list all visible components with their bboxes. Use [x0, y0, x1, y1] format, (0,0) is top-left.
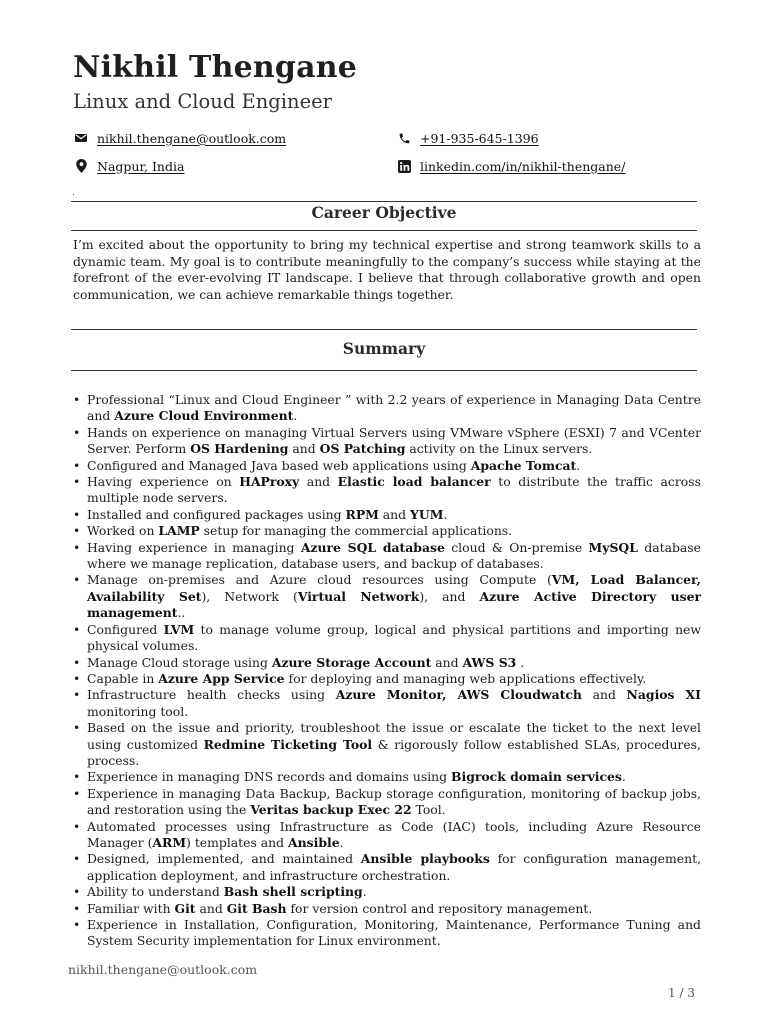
- summary-item: [73, 507, 701, 523]
- summary-item-keyword: Bash shell scripting: [223, 884, 363, 900]
- contact-linkedin[interactable]: [396, 158, 625, 174]
- section-title-career-objective: Career Objective: [311, 203, 457, 222]
- summary-item-text: ), and: [419, 588, 480, 604]
- summary-item-text: .: [516, 654, 525, 670]
- summary-item: [73, 769, 701, 785]
- summary-item: [73, 392, 701, 425]
- summary-item-keyword: LVM: [163, 621, 195, 637]
- summary-item-keyword: Elastic load balancer: [337, 474, 491, 490]
- summary-item: [73, 458, 701, 474]
- summary-item-text: Having experience on: [87, 474, 240, 490]
- summary-item-keyword: Azure Active Directory user management: [87, 588, 702, 621]
- summary-item-text: Capable in: [87, 670, 159, 686]
- summary-item: [73, 687, 701, 720]
- summary-item-text: to manage volume group, logical and physical partitions and importing new physical volumes.: [87, 621, 701, 654]
- summary-item-text: and: [431, 654, 463, 670]
- summary-item: [73, 786, 701, 819]
- summary-item-keyword: Ansible: [288, 834, 340, 850]
- summary-item: [73, 425, 701, 458]
- summary-item-keyword: AWS S3: [462, 654, 517, 670]
- summary-item-text: .: [621, 769, 626, 785]
- summary-item-text: Having experience in managing: [87, 539, 301, 555]
- summary-item-text: Ability to understand: [87, 884, 224, 900]
- summary-item-text: .: [362, 884, 367, 900]
- summary-item-text: setup for managing the commercial applications.: [199, 523, 513, 539]
- summary-item-text: Experience in Installation, Configuration, Monitoring, Maintenance, Performance Tuning and System Security implementation for Linux environment.: [87, 917, 701, 949]
- footer-email: nikhil.thengane@outlook.com: [68, 962, 258, 977]
- summary-item-keyword: Azure Cloud Environment: [114, 408, 294, 424]
- summary-item-text: for configuration management, application deployment, and infrastructure orchestration.: [87, 851, 701, 883]
- summary-item-keyword: ARM: [152, 834, 187, 850]
- candidate-name: Nikhil Thengane: [73, 50, 358, 85]
- divider-objective-top: [71, 201, 697, 202]
- summary-item-keyword: Virtual Network: [297, 588, 420, 604]
- summary-item-text: .: [293, 408, 298, 424]
- linkedin-link[interactable]: linkedin.com/in/nikhil-thengane/: [420, 158, 626, 174]
- summary-item-text: ), Network (: [201, 588, 298, 604]
- summary-item: [73, 884, 701, 900]
- summary-item-keyword: OS Hardening: [190, 441, 289, 457]
- summary-item-keyword: RPM: [345, 506, 379, 522]
- summary-item-keyword: Git Bash: [226, 900, 287, 916]
- summary-item-keyword: Azure Storage Account: [271, 654, 432, 670]
- summary-item-text: Professional “Linux and Cloud Engineer ” with 2.2 years of experience in Managing Data Centre and: [87, 392, 701, 424]
- contact-email[interactable]: [73, 130, 286, 146]
- summary-item-text: cloud & On-premise: [444, 539, 589, 555]
- summary-item-text: Installed and configured packages using: [87, 506, 346, 522]
- summary-item-keyword: LAMP: [158, 523, 200, 539]
- summary-item-text: monitoring tool.: [87, 703, 189, 719]
- summary-item-text: and: [581, 687, 627, 703]
- summary-item-text: Experience in managing DNS records and domains using: [87, 769, 452, 785]
- summary-item-text: Manage Cloud storage using: [87, 654, 272, 670]
- summary-item-keyword: Redmine Ticketing Tool: [203, 736, 373, 752]
- summary-item-keyword: OS Patching: [319, 441, 406, 457]
- phone-link[interactable]: +91-935-645-1396: [420, 130, 539, 146]
- location-link[interactable]: Nagpur, India: [97, 158, 185, 174]
- summary-item-text: activity on the Linux servers.: [405, 441, 593, 457]
- summary-item-keyword: Azure App Service: [158, 670, 285, 686]
- summary-item-text: Configured and Managed Java based web applications using: [87, 457, 471, 473]
- summary-item-text: & rigorously follow established SLAs, procedures, process.: [87, 736, 701, 768]
- summary-item-text: Manage on-premises and Azure cloud resources using Compute (: [87, 572, 552, 588]
- summary-item-text: Hands on experience on managing Virtual Servers using VMware vSphere (ESXI) 7 and VCenter Server. Perform: [87, 424, 701, 457]
- summary-item: [73, 540, 701, 573]
- summary-item-text: database where we manage replication, database users, and backup of databases.: [87, 539, 701, 572]
- summary-item-text: Based on the issue and priority, troubleshoot the issue or escalate the ticket to the next level using customized: [87, 720, 701, 752]
- summary-item-keyword: Nagios XI: [626, 687, 701, 703]
- divider-objective-bottom: [71, 230, 697, 231]
- summary-item-keyword: Git: [174, 900, 196, 916]
- summary-item-keyword: MySQL: [588, 539, 638, 555]
- summary-item: [73, 671, 701, 687]
- summary-item-text: Experience in managing Data Backup, Backup storage configuration, monitoring of backup jobs, and restoration using the: [87, 785, 701, 818]
- summary-item-keyword: HAProxy: [239, 474, 300, 490]
- summary-item-text: .: [576, 457, 581, 473]
- page-number: 1 / 3: [668, 986, 695, 1000]
- summary-item-text: Tool.: [411, 802, 446, 818]
- summary-item-text: and: [299, 474, 338, 490]
- summary-item-text: .: [339, 834, 344, 850]
- map-pin-icon: [73, 158, 89, 174]
- summary-item-text: for version control and repository management.: [286, 900, 593, 916]
- summary-item-text: for deploying and managing web applications effectively.: [284, 670, 647, 686]
- summary-item: [73, 474, 701, 507]
- email-link[interactable]: nikhil.thengane@outlook.com: [97, 130, 287, 146]
- summary-item-text: Worked on: [87, 523, 159, 539]
- summary-item-text: Designed, implemented, and maintained: [87, 851, 361, 867]
- summary-item-text: to distribute the traffic across multiple node servers.: [87, 474, 701, 506]
- summary-item-keyword: Azure SQL database: [300, 539, 445, 555]
- summary-item-text: ) templates and: [186, 834, 289, 850]
- summary-item-keyword: Bigrock domain services: [451, 769, 622, 785]
- summary-item-text: and: [195, 900, 227, 916]
- summary-item: [73, 572, 701, 621]
- summary-list: [73, 392, 701, 950]
- summary-item-text: Automated processes using Infrastructure as Code (IAC) tools, including Azure Resource Manager (: [87, 818, 701, 850]
- summary-item-keyword: Azure Monitor, AWS Cloudwatch: [335, 687, 582, 703]
- summary-item-text: .: [443, 506, 448, 522]
- summary-item-text: ..: [177, 605, 186, 621]
- section-title-summary: Summary: [342, 339, 426, 358]
- summary-item: [73, 720, 701, 769]
- summary-item: [73, 819, 701, 852]
- summary-item: [73, 622, 701, 655]
- contact-location[interactable]: [73, 158, 184, 174]
- summary-item-keyword: VM, Load Balancer, Availability Set: [87, 572, 701, 604]
- contact-phone[interactable]: [396, 130, 539, 146]
- divider-summary-bottom: [71, 370, 697, 371]
- linkedin-icon: [396, 158, 412, 174]
- phone-icon: [396, 130, 412, 146]
- summary-item-text: and: [378, 506, 411, 522]
- summary-item-text: Configured: [87, 621, 164, 637]
- summary-item: [73, 851, 701, 884]
- summary-item-keyword: Ansible playbooks: [360, 851, 490, 867]
- summary-item-text: Familiar with: [87, 900, 175, 916]
- divider-summary-top: [71, 329, 697, 330]
- summary-item: [73, 523, 701, 539]
- summary-item-text: and: [288, 441, 320, 457]
- candidate-role: Linux and Cloud Engineer: [73, 90, 332, 113]
- summary-item: [73, 901, 701, 917]
- summary-item-keyword: Veritas backup Exec 22: [250, 802, 412, 818]
- summary-item: [73, 917, 701, 950]
- stray-mark: .: [72, 188, 75, 198]
- summary-item-keyword: YUM: [410, 506, 444, 522]
- summary-item-text: Infrastructure health checks using: [87, 687, 336, 703]
- envelope-icon: [73, 130, 89, 146]
- summary-item: [73, 655, 701, 671]
- summary-item-keyword: Apache Tomcat: [470, 457, 577, 473]
- career-objective-text: I’m excited about the opportunity to bring my technical expertise and strong teamwork skills to a dynamic team. My goal is to contribute meaningfully to the company’s success while staying at the forefront of the ever-evolving IT landscape. I believe that through collaborative growth and open communication, we can achieve remarkable things together.: [73, 237, 701, 303]
